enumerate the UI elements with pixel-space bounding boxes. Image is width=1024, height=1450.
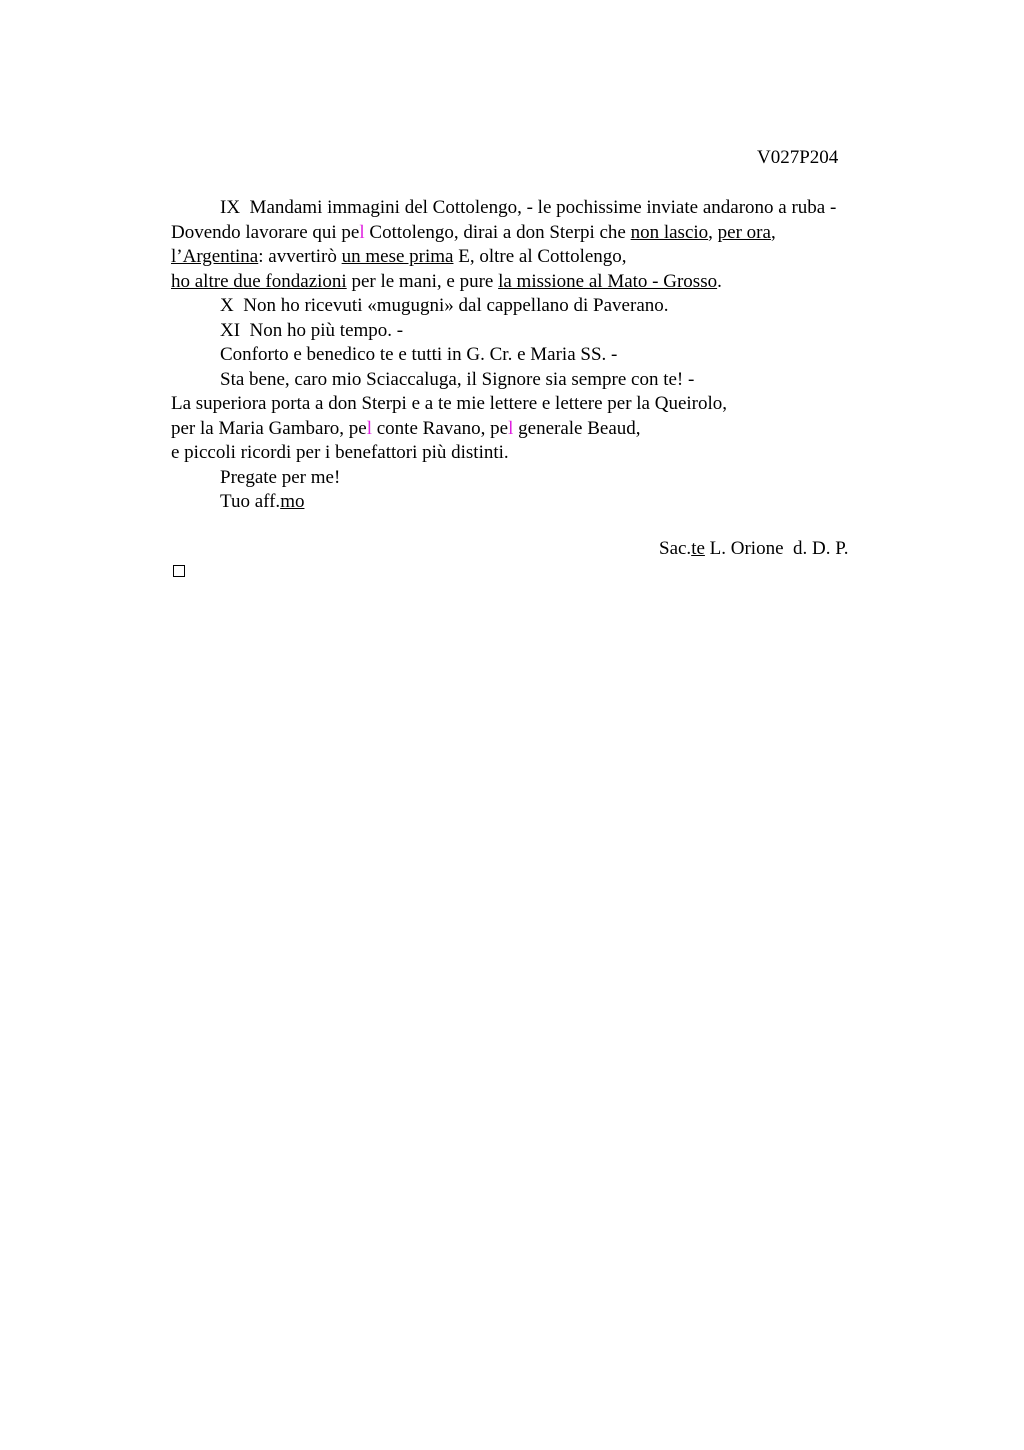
body-line: [171, 392, 931, 417]
body-line: [171, 417, 931, 442]
text-run: per la Maria Gambaro, pe: [171, 417, 367, 439]
body-line: [171, 245, 931, 270]
text-run: XI Non ho più tempo. -: [220, 319, 404, 341]
text-run: Cottolengo, dirai a don Sterpi che: [364, 221, 631, 243]
underlined-text: la missione al Mato - Grosso: [498, 270, 718, 292]
underlined-text: non lascio: [630, 221, 709, 243]
end-marker-box: [173, 565, 185, 577]
underlined-text: mo: [280, 491, 305, 512]
body-line: [171, 441, 931, 466]
paragraph-ix: [171, 196, 931, 221]
text-run: IX Mandami immagini del Cottolengo, - le pochissime inviate andarono a ruba -: [220, 197, 837, 218]
text-run: Pregate per me!: [220, 466, 341, 488]
body-line: [171, 270, 931, 295]
underlined-text: l’Argentina: [171, 246, 259, 267]
text-run: E, oltre al Cottolengo,: [453, 246, 627, 267]
text-run: conte Ravano, pe: [372, 417, 509, 439]
text-run: ,: [770, 221, 776, 243]
page-id: V027P204: [757, 147, 839, 168]
body-line: [171, 343, 931, 368]
text-run: Sac.: [659, 538, 692, 559]
text-run: : avvertirò: [258, 246, 342, 267]
highlighted-letter: l: [508, 417, 514, 439]
text-run: La superiora porta a don Sterpi e a te mie lettere e lettere per la Queirolo,: [171, 393, 728, 414]
text-run: Sta bene, caro mio Sciaccaluga, il Signore sia sempre con te! -: [220, 368, 695, 390]
text-run: generale Beaud,: [513, 417, 641, 439]
body-line: [171, 368, 931, 393]
body-line: [171, 466, 931, 491]
text-run: per le mani, e pure: [346, 270, 499, 292]
text-run: e piccoli ricordi per i benefattori più distinti.: [171, 442, 509, 463]
highlighted-letter: l: [359, 221, 365, 243]
text-run: .: [717, 270, 722, 292]
text-run: ,: [708, 221, 718, 243]
paragraph-x: [171, 294, 931, 319]
text-run: X Non ho ricevuti «mugugni» dal cappellano di Paverano.: [220, 295, 669, 316]
underlined-text: per ora: [717, 221, 771, 243]
signature: [659, 538, 848, 560]
paragraph-xi: [171, 319, 931, 344]
underlined-text: ho altre due fondazioni: [171, 270, 347, 292]
text-run: Conforto e benedico te e tutti in G. Cr. e Maria SS. -: [220, 344, 618, 365]
closing-line: [171, 490, 931, 515]
underlined-text: te: [691, 538, 705, 559]
body-line: [171, 221, 931, 246]
text-run: Tuo aff.: [220, 491, 281, 512]
underlined-text: un mese prima: [341, 246, 454, 267]
text-run: Dovendo lavorare qui pe: [171, 221, 360, 243]
highlighted-letter: l: [366, 417, 372, 439]
text-run: L. Orione d. D. P.: [704, 538, 849, 559]
letter-body: [171, 196, 931, 515]
